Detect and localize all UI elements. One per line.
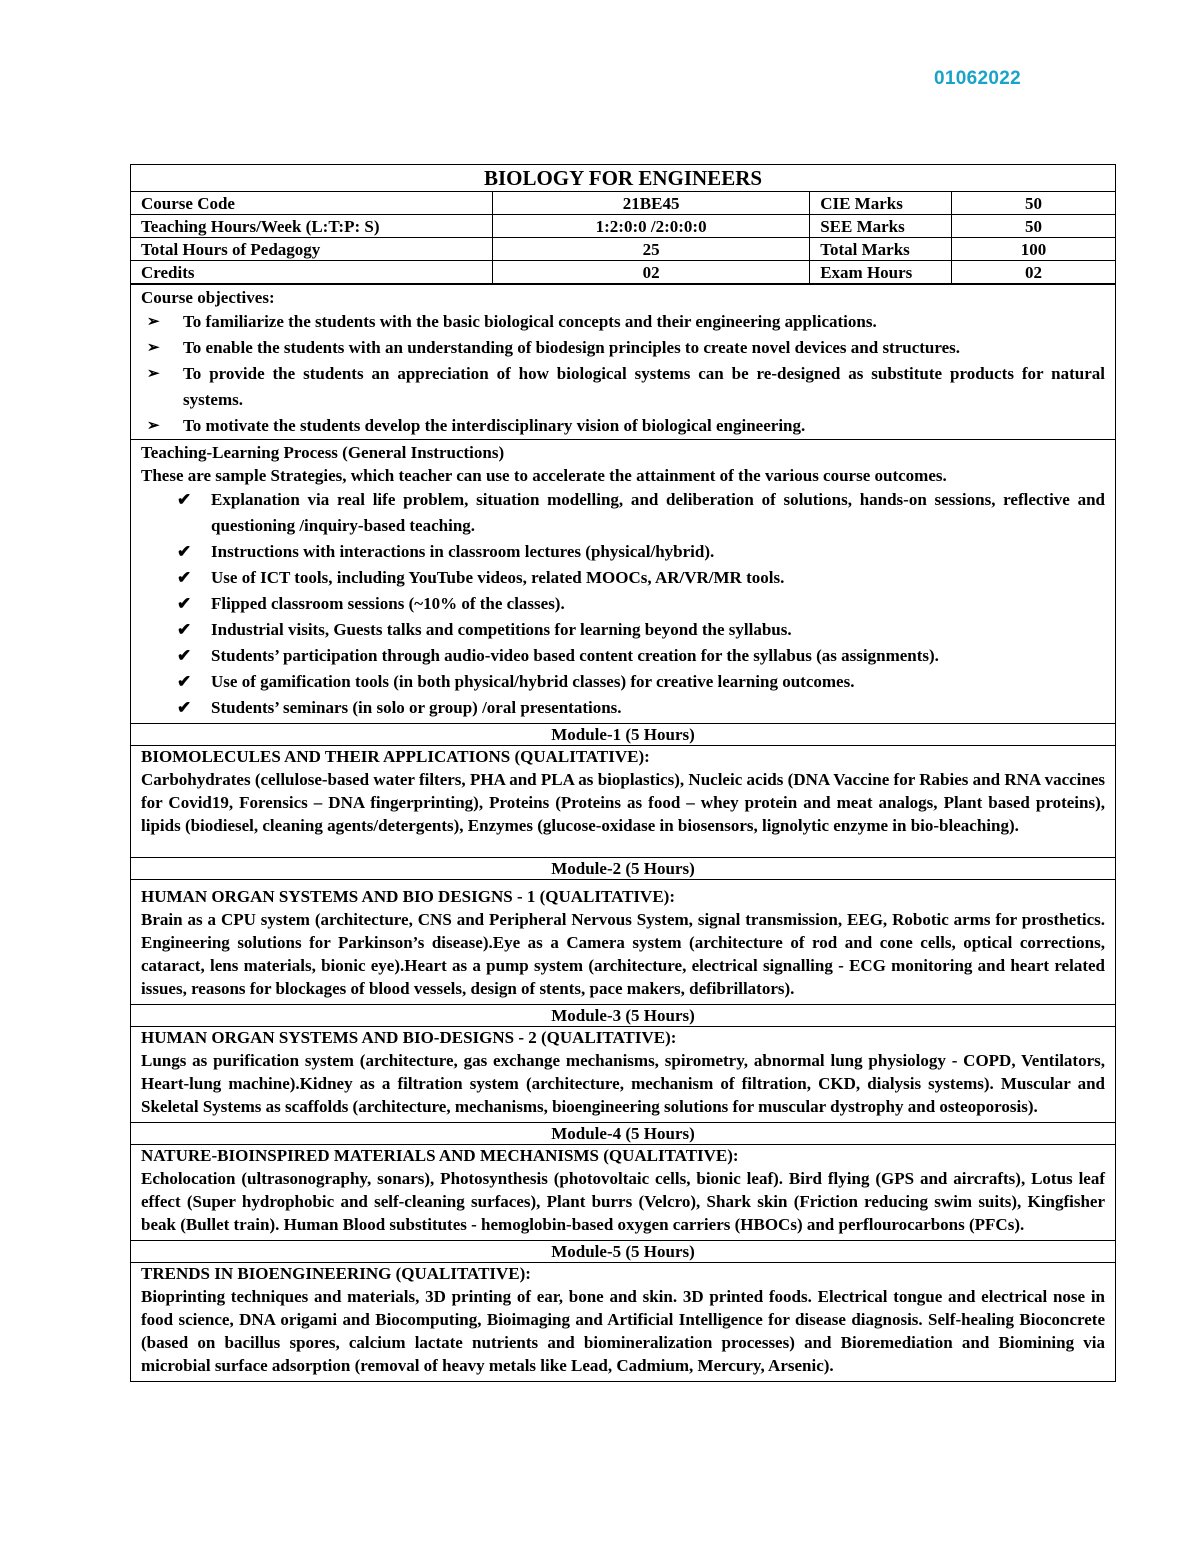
strategy-text: Industrial visits, Guests talks and competitions for learning beyond the syllabus.	[211, 620, 792, 639]
module-title: Module-1 (5 Hours)	[131, 723, 1115, 745]
info-label: Credits	[131, 261, 493, 284]
strategy-text: Explanation via real life problem, situation modelling, and deliberation of solutions, hands-on sessions, reflective and questioning /inquiry-based teaching.	[211, 490, 1105, 535]
strategy-text: Instructions with interactions in classroom lectures (physical/hybrid).	[211, 542, 715, 561]
info-value: 50	[952, 192, 1115, 215]
info-label: CIE Marks	[810, 192, 952, 215]
info-label: Course Code	[131, 192, 493, 215]
checkmark-icon: ✔	[177, 646, 192, 665]
syllabus-frame	[130, 164, 1116, 1382]
info-value: 100	[952, 238, 1115, 261]
objective-text: To motivate the students develop the interdisciplinary vision of biological engineering.	[183, 416, 806, 435]
arrow-bullet-icon: ➢	[147, 418, 160, 434]
module-content	[131, 1144, 1115, 1240]
strategy-text: Use of ICT tools, including YouTube videos, related MOOCs, AR/VR/MR tools.	[211, 568, 785, 587]
module-text: Echolocation (ultrasonography, sonars), Photosynthesis (photovoltaic cells, bionic leaf). Bird flying (GPS and aircrafts), Lotus leaf effect (Super hydrophobic and self-cleaning surfaces), Plant burrs (Velcro), Shark skin (Friction reducing swim suits), Kingfisher beak (Bullet train). Human Blood substitutes - hemoglobin-based oxygen carriers (HBOCs) and perflourocarbons (PFCs).	[141, 1169, 1105, 1234]
info-value: 02	[493, 261, 810, 284]
info-row	[131, 238, 1115, 261]
info-row	[131, 215, 1115, 238]
info-label: Total Marks	[810, 238, 952, 261]
module-heading: TRENDS IN BIOENGINEERING (QUALITATIVE):	[141, 1264, 531, 1283]
arrow-bullet-icon: ➢	[147, 314, 160, 330]
info-row	[131, 192, 1115, 215]
info-value: 02	[952, 261, 1115, 284]
module-title: Module-5 (5 Hours)	[131, 1240, 1115, 1262]
list-item	[141, 591, 1105, 617]
module-content	[131, 745, 1115, 857]
course-objectives-section	[131, 284, 1115, 439]
module-heading: HUMAN ORGAN SYSTEMS AND BIO-DESIGNS - 2 (QUALITATIVE):	[141, 1028, 677, 1047]
objective-text: To provide the students an appreciation of how biological systems can be re-designed as substitute products for natural systems.	[183, 364, 1105, 409]
module-spacer	[141, 837, 1105, 853]
teaching-heading: Teaching-Learning Process (General Instructions)	[141, 443, 505, 462]
info-label: Teaching Hours/Week (L:T:P: S)	[131, 215, 493, 238]
checkmark-icon: ✔	[177, 698, 192, 717]
strategy-text: Flipped classroom sessions (~10% of the classes).	[211, 594, 565, 613]
teaching-intro: These are sample Strategies, which teacher can use to accelerate the attainment of the various course outcomes.	[141, 466, 947, 485]
teaching-learning-section	[131, 439, 1115, 723]
document-id: 01062022	[934, 68, 1021, 89]
objective-text: To familiarize the students with the basic biological concepts and their engineering applications.	[183, 312, 877, 331]
strategy-text: Students’ participation through audio-video based content creation for the syllabus (as assignments).	[211, 646, 939, 665]
info-value: 21BE45	[493, 192, 810, 215]
module-text: Carbohydrates (cellulose-based water filters, PHA and PLA as bioplastics), Nucleic acids (DNA Vaccine for Rabies and RNA vaccines for Covid19, Forensics – DNA fingerprinting), Proteins (Proteins as food – whey protein and meat analogs, Plant based proteins), lipids (biodiesel, cleaning agents/detergents), Enzymes (glucose-oxidase in biosensors, lignolytic enzyme in bio-bleaching).	[141, 770, 1105, 835]
checkmark-icon: ✔	[177, 490, 192, 509]
module-heading: NATURE-BIOINSPIRED MATERIALS AND MECHANISMS (QUALITATIVE):	[141, 1146, 739, 1165]
objective-text: To enable the students with an understanding of biodesign principles to create novel devices and structures.	[183, 338, 961, 357]
checkmark-icon: ✔	[177, 542, 192, 561]
module-content	[131, 1026, 1115, 1122]
info-value: 25	[493, 238, 810, 261]
list-item	[141, 335, 1105, 361]
list-item	[141, 309, 1105, 335]
checkmark-icon: ✔	[177, 594, 192, 613]
info-label: SEE Marks	[810, 215, 952, 238]
list-item	[141, 565, 1105, 591]
list-item	[141, 695, 1105, 721]
info-label: Total Hours of Pedagogy	[131, 238, 493, 261]
checkmark-icon: ✔	[177, 568, 192, 587]
arrow-bullet-icon: ➢	[147, 340, 160, 356]
module-heading: BIOMOLECULES AND THEIR APPLICATIONS (QUALITATIVE):	[141, 747, 650, 766]
list-item	[141, 413, 1105, 439]
course-title: BIOLOGY FOR ENGINEERS	[131, 165, 1115, 192]
teaching-list	[141, 487, 1105, 723]
strategy-text: Use of gamification tools (in both physical/hybrid classes) for creative learning outcomes.	[211, 672, 855, 691]
list-item	[141, 361, 1105, 413]
checkmark-icon: ✔	[177, 620, 192, 639]
list-item	[141, 643, 1105, 669]
checkmark-icon: ✔	[177, 672, 192, 691]
module-content	[131, 879, 1115, 1004]
strategy-text: Students’ seminars (in solo or group) /oral presentations.	[211, 698, 622, 717]
info-label: Exam Hours	[810, 261, 952, 284]
info-row	[131, 261, 1115, 284]
list-item	[141, 669, 1105, 695]
arrow-bullet-icon: ➢	[147, 366, 160, 382]
module-title: Module-2 (5 Hours)	[131, 857, 1115, 879]
objectives-list	[141, 309, 1105, 439]
objectives-heading: Course objectives:	[141, 288, 275, 307]
list-item	[141, 487, 1105, 539]
list-item	[141, 539, 1105, 565]
info-value: 1:2:0:0 /2:0:0:0	[493, 215, 810, 238]
course-info-table	[131, 192, 1115, 284]
module-content	[131, 1262, 1115, 1381]
module-title: Module-3 (5 Hours)	[131, 1004, 1115, 1026]
module-text: Lungs as purification system (architecture, gas exchange mechanisms, spirometry, abnormal lung physiology - COPD, Ventilators, Heart-lung machine).Kidney as a filtration system (architecture, mechanism of filtration, CKD, dialysis systems). Muscular and Skeletal Systems as scaffolds (architecture, mechanisms, bioengineering solutions for muscular dystrophy and osteoporosis).	[141, 1051, 1105, 1116]
list-item	[141, 617, 1105, 643]
module-text: Brain as a CPU system (architecture, CNS and Peripheral Nervous System, signal transmission, EEG, Robotic arms for prosthetics. Engineering solutions for Parkinson’s disease).Eye as a Camera system (architecture of rod and cone cells, optical corrections, cataract, lens materials, bionic eye).Heart as a pump system (architecture, electrical signalling - ECG monitoring and heart related issues, reasons for blockages of blood vessels, design of stents, pace makers, defibrillators).	[141, 910, 1105, 998]
module-text: Bioprinting techniques and materials, 3D printing of ear, bone and skin. 3D printed foods. Electrical tongue and electrical nose in food science, DNA origami and Biocomputing, Bioimaging and Artificial Intelligence for disease diagnosis. Self-healing Bioconcrete (based on bacillus spores, calcium lactate nutrients and biomineralization processes) and Bioremediation and Biomining via microbial surface adsorption (removal of heavy metals like Lead, Cadmium, Mercury, Arsenic).	[141, 1287, 1105, 1375]
module-heading: HUMAN ORGAN SYSTEMS AND BIO DESIGNS - 1 (QUALITATIVE):	[141, 887, 675, 906]
info-value: 50	[952, 215, 1115, 238]
module-title: Module-4 (5 Hours)	[131, 1122, 1115, 1144]
